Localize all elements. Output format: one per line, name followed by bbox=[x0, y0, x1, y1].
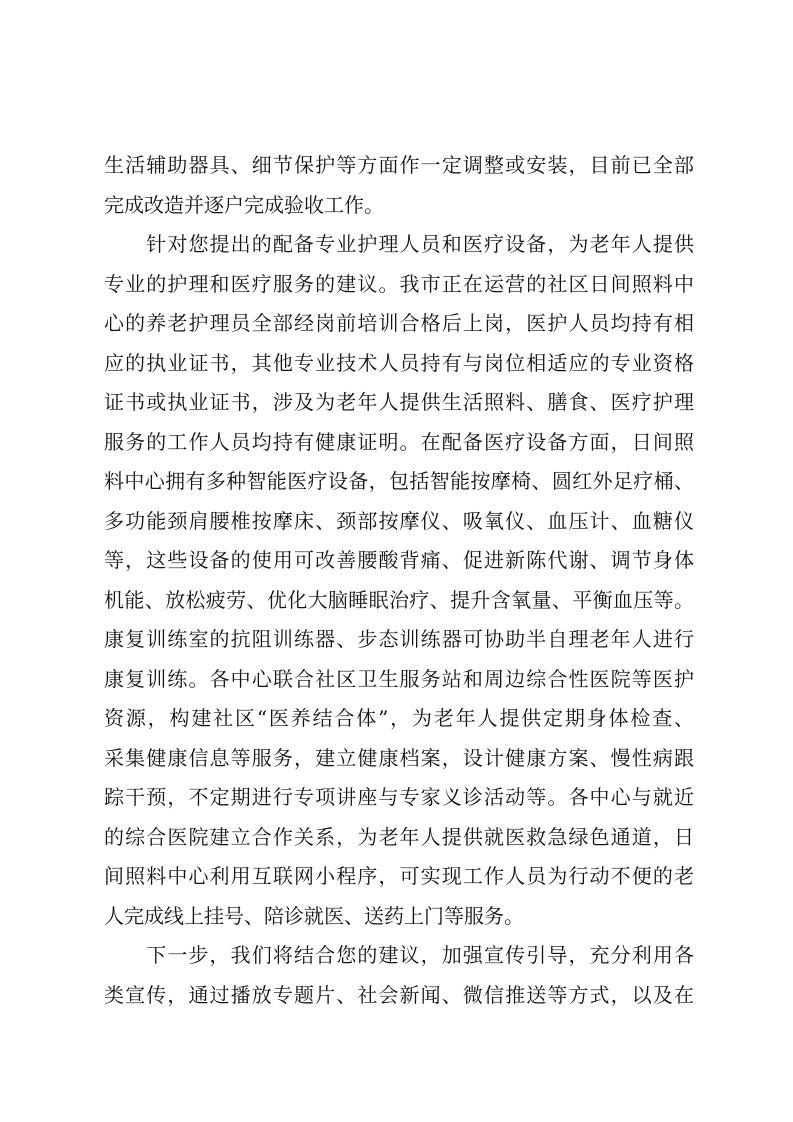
text-line: 下一步，我们将结合您的建议，加强宣传引导，充分利用各 bbox=[104, 943, 694, 967]
text-line: 完成改造并逐户完成验收工作。 bbox=[104, 192, 384, 217]
text-line: 料中心拥有多种智能医疗设备，包括智能按摩椅、圆红外足疗桶、 bbox=[104, 469, 694, 493]
text-line: 等，这些设备的使用可改善腰酸背痛、促进新陈代谢、调节身体 bbox=[104, 548, 694, 572]
text-line: 生活辅助器具、细节保护等方面作一定调整或安装，目前已全部 bbox=[104, 153, 694, 177]
text-line: 服务的工作人员均持有健康证明。在配备医疗设备方面，日间照 bbox=[104, 429, 694, 454]
text-line: 类宣传，通过播放专题片、社会新闻、微信推送等方式，以及在 bbox=[104, 982, 694, 1007]
text-line: 人完成线上挂号、陪诊就医、送药上门等服务。 bbox=[104, 903, 524, 928]
text-line: 的综合医院建立合作关系，为老年人提供就医救急绿色通道，日 bbox=[104, 824, 694, 849]
text-line: 机能、放松疲劳、优化大脑睡眠治疗、提升含氧量、平衡血压等。 bbox=[104, 587, 694, 612]
text-line: 资源，构建社区“医养结合体”，为老年人提供定期身体检查、 bbox=[104, 706, 694, 730]
text-line: 应的执业证书，其他专业技术人员持有与岗位相适应的专业资格 bbox=[104, 350, 694, 375]
text-line: 针对您提出的配备专业护理人员和医疗设备，为老年人提供 bbox=[104, 232, 694, 256]
text-line: 采集健康信息等服务，建立健康档案，设计健康方案、慢性病跟 bbox=[104, 745, 694, 770]
text-line: 心的养老护理员全部经岗前培训合格后上岗，医护人员均持有相 bbox=[104, 311, 694, 335]
text-line: 证书或执业证书，涉及为老年人提供生活照料、膳食、医疗护理 bbox=[104, 390, 694, 414]
text-line: 踪干预，不定期进行专项讲座与专家义诊活动等。各中心与就近 bbox=[104, 785, 694, 809]
text-line: 专业的护理和医疗服务的建议。我市正在运营的社区日间照料中 bbox=[104, 271, 694, 296]
text-line: 间照料中心利用互联网小程序，可实现工作人员为行动不便的老 bbox=[104, 864, 694, 888]
text-line: 康复训练室的抗阻训练器、步态训练器可协助半自理老年人进行 bbox=[104, 627, 694, 651]
document-body bbox=[104, 146, 694, 1015]
text-line: 多功能颈肩腰椎按摩床、颈部按摩仪、吸氧仪、血压计、血糖仪 bbox=[104, 508, 694, 533]
text-line: 康复训练。各中心联合社区卫生服务站和周边综合性医院等医护 bbox=[104, 666, 694, 691]
